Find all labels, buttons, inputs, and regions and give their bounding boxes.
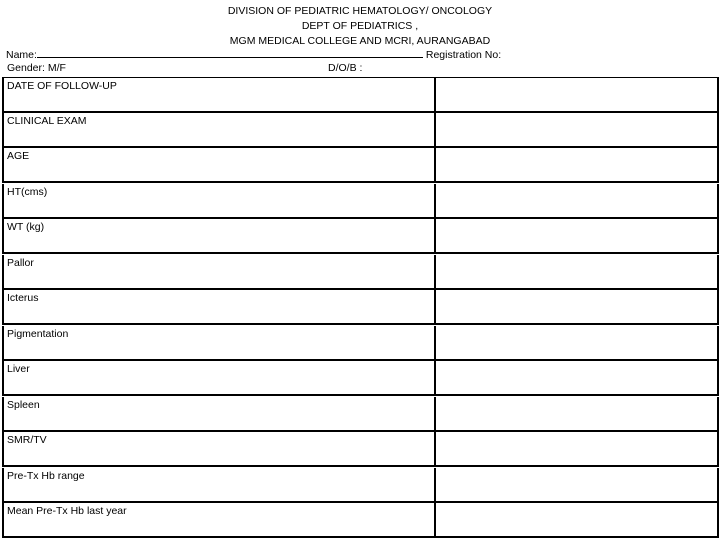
- row-label-cell: [2, 290, 436, 323]
- row-label: DATE OF FOLLOW-UP: [7, 80, 117, 92]
- row-value-cell[interactable]: [436, 397, 719, 430]
- row-value-cell[interactable]: [436, 255, 719, 288]
- row-value-cell[interactable]: [436, 148, 719, 181]
- row-label: Pallor: [7, 257, 34, 269]
- row-label: Pigmentation: [7, 328, 69, 340]
- form-header: [0, 4, 720, 49]
- table-row: [2, 432, 719, 467]
- row-value-cell[interactable]: [436, 184, 719, 217]
- table-row: [2, 397, 719, 432]
- table-row: [2, 255, 719, 290]
- row-label: Liver: [7, 363, 30, 375]
- row-label: SMR/TV: [7, 434, 47, 446]
- registration-label: Registration No:: [425, 49, 502, 61]
- row-value-cell[interactable]: [436, 219, 719, 252]
- table-row: [2, 290, 719, 325]
- table-row: [2, 113, 719, 148]
- table-row: [2, 468, 719, 503]
- row-label-cell: [2, 503, 436, 536]
- row-label: WT (kg): [7, 221, 45, 233]
- table-row: [2, 219, 719, 254]
- row-label: CLINICAL EXAM: [7, 115, 87, 127]
- row-label-cell: [2, 113, 436, 146]
- row-label-cell: [2, 432, 436, 465]
- row-label: Pre-Tx Hb range: [7, 470, 85, 482]
- row-label: Spleen: [7, 399, 40, 411]
- table-row: [2, 148, 719, 183]
- row-label-cell: [2, 468, 436, 501]
- row-label: Icterus: [7, 292, 39, 304]
- row-label-cell: [2, 255, 436, 288]
- row-label-cell: [2, 397, 436, 430]
- row-value-cell[interactable]: [436, 432, 719, 465]
- row-label-cell: [2, 184, 436, 217]
- name-field-line[interactable]: [37, 47, 423, 58]
- table-row: [2, 503, 719, 538]
- row-label-cell: [2, 361, 436, 394]
- row-label-cell: [2, 326, 436, 359]
- table-row: [2, 361, 719, 396]
- name-label: Name:: [6, 49, 37, 61]
- table-row: [2, 184, 719, 219]
- row-value-cell[interactable]: [436, 503, 719, 536]
- row-value-cell[interactable]: [436, 290, 719, 323]
- follow-up-table: [2, 77, 719, 540]
- dob-label: D/O/B :: [328, 62, 363, 74]
- row-label-cell: [2, 78, 436, 111]
- row-label-cell: [2, 148, 436, 181]
- row-value-cell[interactable]: [436, 468, 719, 501]
- row-label: Mean Pre-Tx Hb last year: [7, 505, 127, 517]
- table-row: [2, 78, 719, 113]
- row-label-cell: [2, 219, 436, 252]
- college-title: MGM MEDICAL COLLEGE AND MCRI, AURANGABAD: [229, 35, 491, 47]
- row-label: HT(cms): [7, 186, 48, 198]
- name-row: [6, 47, 501, 62]
- row-value-cell[interactable]: [436, 361, 719, 394]
- row-value-cell[interactable]: [436, 326, 719, 359]
- row-label: AGE: [7, 150, 30, 162]
- row-value-cell[interactable]: [436, 113, 719, 146]
- table-row: [2, 326, 719, 361]
- department-title: DEPT OF PEDIATRICS ,: [301, 20, 419, 32]
- gender-label: Gender: M/F: [7, 62, 66, 74]
- row-value-cell[interactable]: [436, 78, 719, 111]
- division-title: DIVISION OF PEDIATRIC HEMATOLOGY/ ONCOLOGY: [227, 5, 493, 17]
